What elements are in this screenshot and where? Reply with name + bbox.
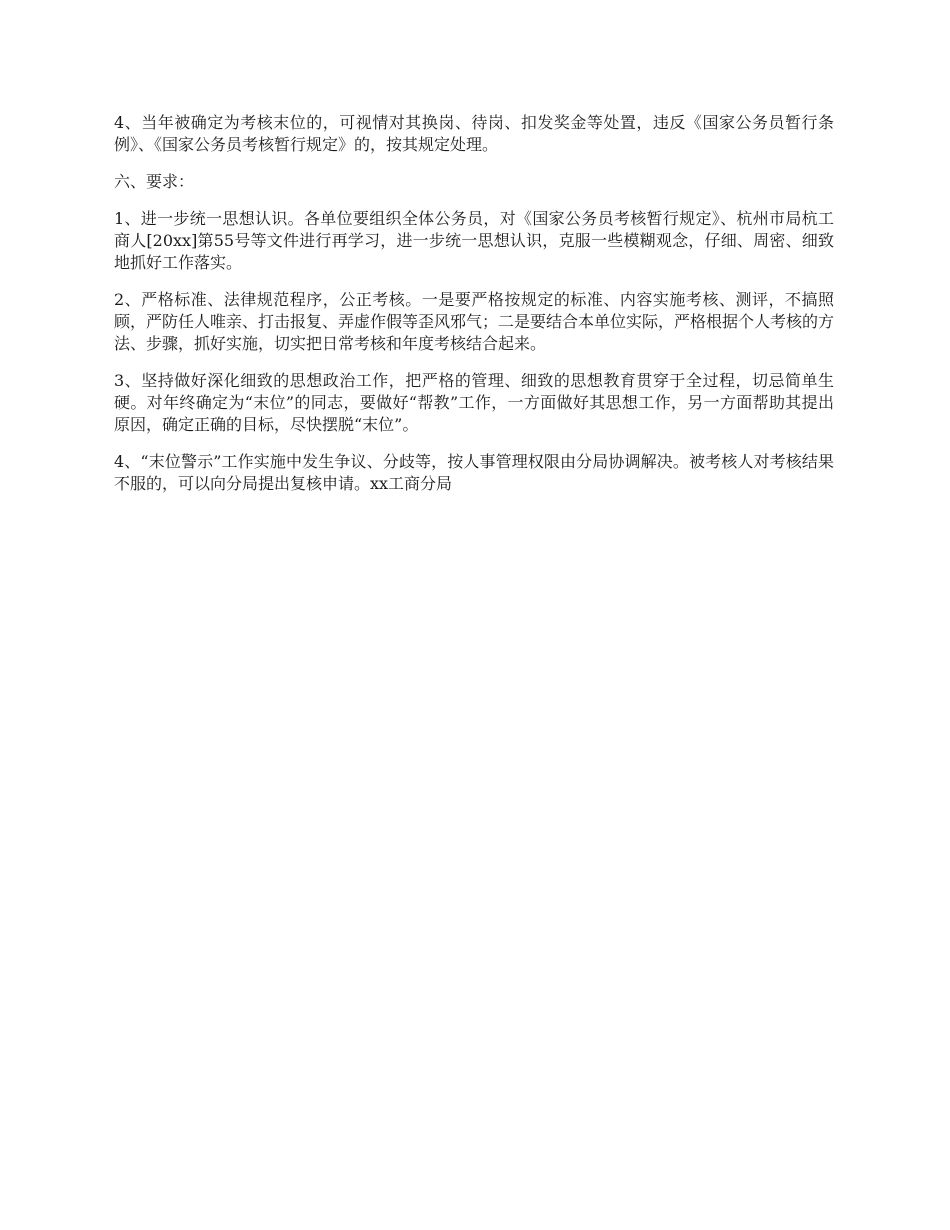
paragraph-requirement-1: 1、进一步统一思想认识。各单位要组织全体公务员，对《国家公务员考核暂行规定》、杭州市局杭工商人[20xx]第55号等文件进行再学习，进一步统一思想认识，克服一些模糊观念，仔细、周密、细致地抓好工作落实。: [114, 209, 834, 272]
paragraph-requirement-4: 4、“末位警示”工作实施中发生争议、分歧等，按人事管理权限由分局协调解决。被考核人对考核结果不服的，可以向分局提出复核申请。xx工商分局: [114, 452, 834, 493]
paragraph-item-4-penalty: 4、当年被确定为考核末位的，可视情对其换岗、待岗、扣发奖金等处置，违反《国家公务员暂行条例》、《国家公务员考核暂行规定》的，按其规定处理。: [114, 113, 834, 154]
document-body: [114, 112, 834, 510]
section-heading-requirements: 六、要求：: [114, 172, 195, 191]
paragraph-requirement-3: 3、坚持做好深化细致的思想政治工作，把严格的管理、细致的思想教育贯穿于全过程，切忌简单生硬。对年终确定为“末位”的同志，要做好“帮教”工作，一方面做好其思想工作，另一方面帮助其提出原因，确定正确的目标，尽快摆脱“末位”。: [114, 371, 834, 434]
paragraph-requirement-2: 2、严格标准、法律规范程序，公正考核。一是要严格按规定的标准、内容实施考核、测评，不搞照顾，严防任人唯亲、打击报复、弄虚作假等歪风邪气；二是要结合本单位实际，严格根据个人考核的方法、步骤，抓好实施，切实把日常考核和年度考核结合起来。: [114, 290, 835, 353]
